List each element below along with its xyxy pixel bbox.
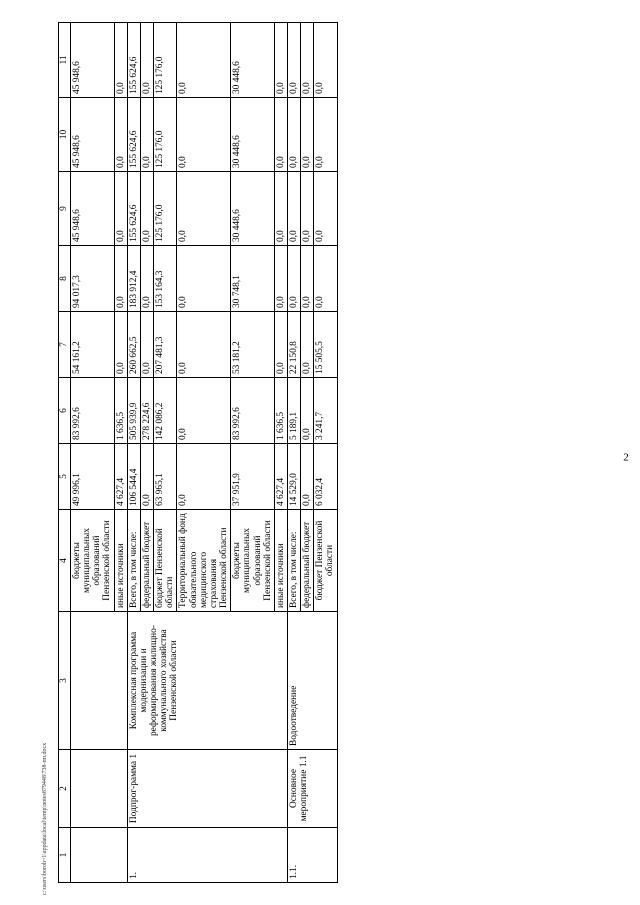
cell-value: 4 627,4 (274, 444, 287, 510)
cell-value: 142 086,2 (154, 378, 177, 444)
cell-value: 0,0 (177, 23, 231, 98)
cell-program (71, 750, 128, 828)
cell-value: 0,0 (274, 172, 287, 246)
cell-value: 155 624,6 (127, 172, 140, 246)
cell-source: федеральный бюджет (301, 510, 314, 612)
header-cell: 11 (59, 23, 71, 98)
cell-value: 0,0 (114, 172, 127, 246)
header-cell: 1 (59, 828, 71, 883)
cell-value: 0,0 (314, 246, 337, 312)
cell-value: 45 948,6 (71, 172, 115, 246)
cell-value: 0,0 (301, 378, 314, 444)
cell-value: 45 948,6 (71, 23, 115, 98)
cell-value: 0,0 (114, 312, 127, 378)
cell-value: 0,0 (301, 444, 314, 510)
header-cell: 6 (59, 378, 71, 444)
cell-value: 5 189,1 (287, 378, 300, 444)
cell-value: 0,0 (314, 172, 337, 246)
cell-source: бюджет Пензенской области (154, 510, 177, 612)
cell-value: 0,0 (114, 23, 127, 98)
cell-value: 0,0 (140, 312, 153, 378)
cell-value: 183 912,4 (127, 246, 140, 312)
cell-value: 125 176,0 (154, 98, 177, 172)
cell-value: 94 017,3 (71, 246, 115, 312)
cell-source: иные источники (274, 510, 287, 612)
cell-value: 106 544,4 (127, 444, 140, 510)
cell-value: 0,0 (274, 246, 287, 312)
cell-value: 3 241,7 (314, 378, 337, 444)
cell-value: 37 951,9 (231, 444, 275, 510)
cell-value: 0,0 (287, 172, 300, 246)
cell-value: 0,0 (287, 98, 300, 172)
footer-file-path: c:\users\boroh~1\appdata\local\temp\notes879448\738-пп.docx (42, 742, 48, 895)
cell-value: 0,0 (177, 444, 231, 510)
cell-value: 278 224,6 (140, 378, 153, 444)
cell-value: 0,0 (177, 172, 231, 246)
cell-value: 0,0 (177, 378, 231, 444)
cell-value: 0,0 (314, 23, 337, 98)
cell-value: 6 032,4 (314, 444, 337, 510)
cell-value: 83 992,6 (231, 378, 275, 444)
cell-value: 22 150,8 (287, 312, 300, 378)
cell-value: 0,0 (177, 246, 231, 312)
table-row (287, 23, 300, 883)
cell-value: 0,0 (114, 246, 127, 312)
cell-value: 49 996,1 (71, 444, 115, 510)
cell-value: 45 948,6 (71, 98, 115, 172)
cell-value: 4 627,4 (114, 444, 127, 510)
header-row (59, 23, 71, 883)
cell-program: Основное мероприятие 1.1 (287, 750, 337, 828)
cell-name: Комплексная программа модернизации и реформирования жилищно-коммунального хозяйства Пензенской области (127, 612, 287, 750)
cell-value: 0,0 (274, 98, 287, 172)
cell-value: 53 181,2 (231, 312, 275, 378)
cell-source: федеральный бюджет (140, 510, 153, 612)
cell-value: 155 624,6 (127, 98, 140, 172)
cell-value: 0,0 (301, 246, 314, 312)
cell-value: 0,0 (140, 172, 153, 246)
cell-value: 14 529,0 (287, 444, 300, 510)
cell-value: 155 624,6 (127, 23, 140, 98)
header-cell: 5 (59, 444, 71, 510)
cell-value: 153 164,3 (154, 246, 177, 312)
header-cell: 10 (59, 98, 71, 172)
cell-value: 54 161,2 (71, 312, 115, 378)
cell-value: 63 965,1 (154, 444, 177, 510)
cell-program: Подпрог-рамма 1 (127, 750, 287, 828)
cell-value: 30 448,6 (231, 23, 275, 98)
cell-value: 0,0 (287, 23, 300, 98)
cell-value: 125 176,0 (154, 23, 177, 98)
cell-index: 1. (127, 828, 287, 883)
cell-value: 0,0 (301, 312, 314, 378)
header-cell: 2 (59, 750, 71, 828)
cell-source: Всего, в том числе: (127, 510, 140, 612)
header-cell: 3 (59, 612, 71, 750)
cell-name (71, 612, 128, 750)
cell-source: Всего, в том числе: (287, 510, 300, 612)
header-cell: 8 (59, 246, 71, 312)
cell-value: 0,0 (177, 98, 231, 172)
cell-value: 505 939,9 (127, 378, 140, 444)
header-cell: 7 (59, 312, 71, 378)
cell-index: 1.1. (287, 828, 337, 883)
budget-table (58, 22, 338, 883)
table-row (71, 23, 115, 883)
cell-value: 0,0 (114, 98, 127, 172)
cell-value: 30 448,6 (231, 172, 275, 246)
header-cell: 9 (59, 172, 71, 246)
cell-source: бюджет Пензенской области (314, 510, 337, 612)
header-cell: 4 (59, 510, 71, 612)
cell-value: 0,0 (274, 312, 287, 378)
table-row (127, 23, 140, 883)
cell-value: 0,0 (314, 98, 337, 172)
cell-value: 0,0 (140, 23, 153, 98)
cell-source: иные источники (114, 510, 127, 612)
page-number: 2 (623, 451, 629, 464)
cell-value: 83 992,6 (71, 378, 115, 444)
cell-value: 0,0 (140, 246, 153, 312)
cell-source: бюджеты муниципальных образований Пензенской области (231, 510, 275, 612)
cell-value: 125 176,0 (154, 172, 177, 246)
cell-value: 0,0 (177, 312, 231, 378)
cell-name: Водоотведение (287, 612, 337, 750)
cell-value: 30 448,6 (231, 98, 275, 172)
cell-value: 0,0 (301, 23, 314, 98)
cell-source: Территориальный фонд обязательного медицинского страхования Пензенской области (177, 510, 231, 612)
cell-value: 1 636,5 (274, 378, 287, 444)
cell-value: 30 748,1 (231, 246, 275, 312)
cell-value: 1 636,5 (114, 378, 127, 444)
cell-value: 207 481,3 (154, 312, 177, 378)
cell-source: бюджеты муниципальных образований Пензенской области (71, 510, 115, 612)
cell-value: 0,0 (301, 98, 314, 172)
cell-index (71, 828, 128, 883)
cell-value: 0,0 (140, 444, 153, 510)
cell-value: 0,0 (287, 246, 300, 312)
cell-value: 0,0 (140, 98, 153, 172)
cell-value: 0,0 (274, 23, 287, 98)
cell-value: 260 662,5 (127, 312, 140, 378)
cell-value: 15 505,5 (314, 312, 337, 378)
cell-value: 0,0 (301, 172, 314, 246)
